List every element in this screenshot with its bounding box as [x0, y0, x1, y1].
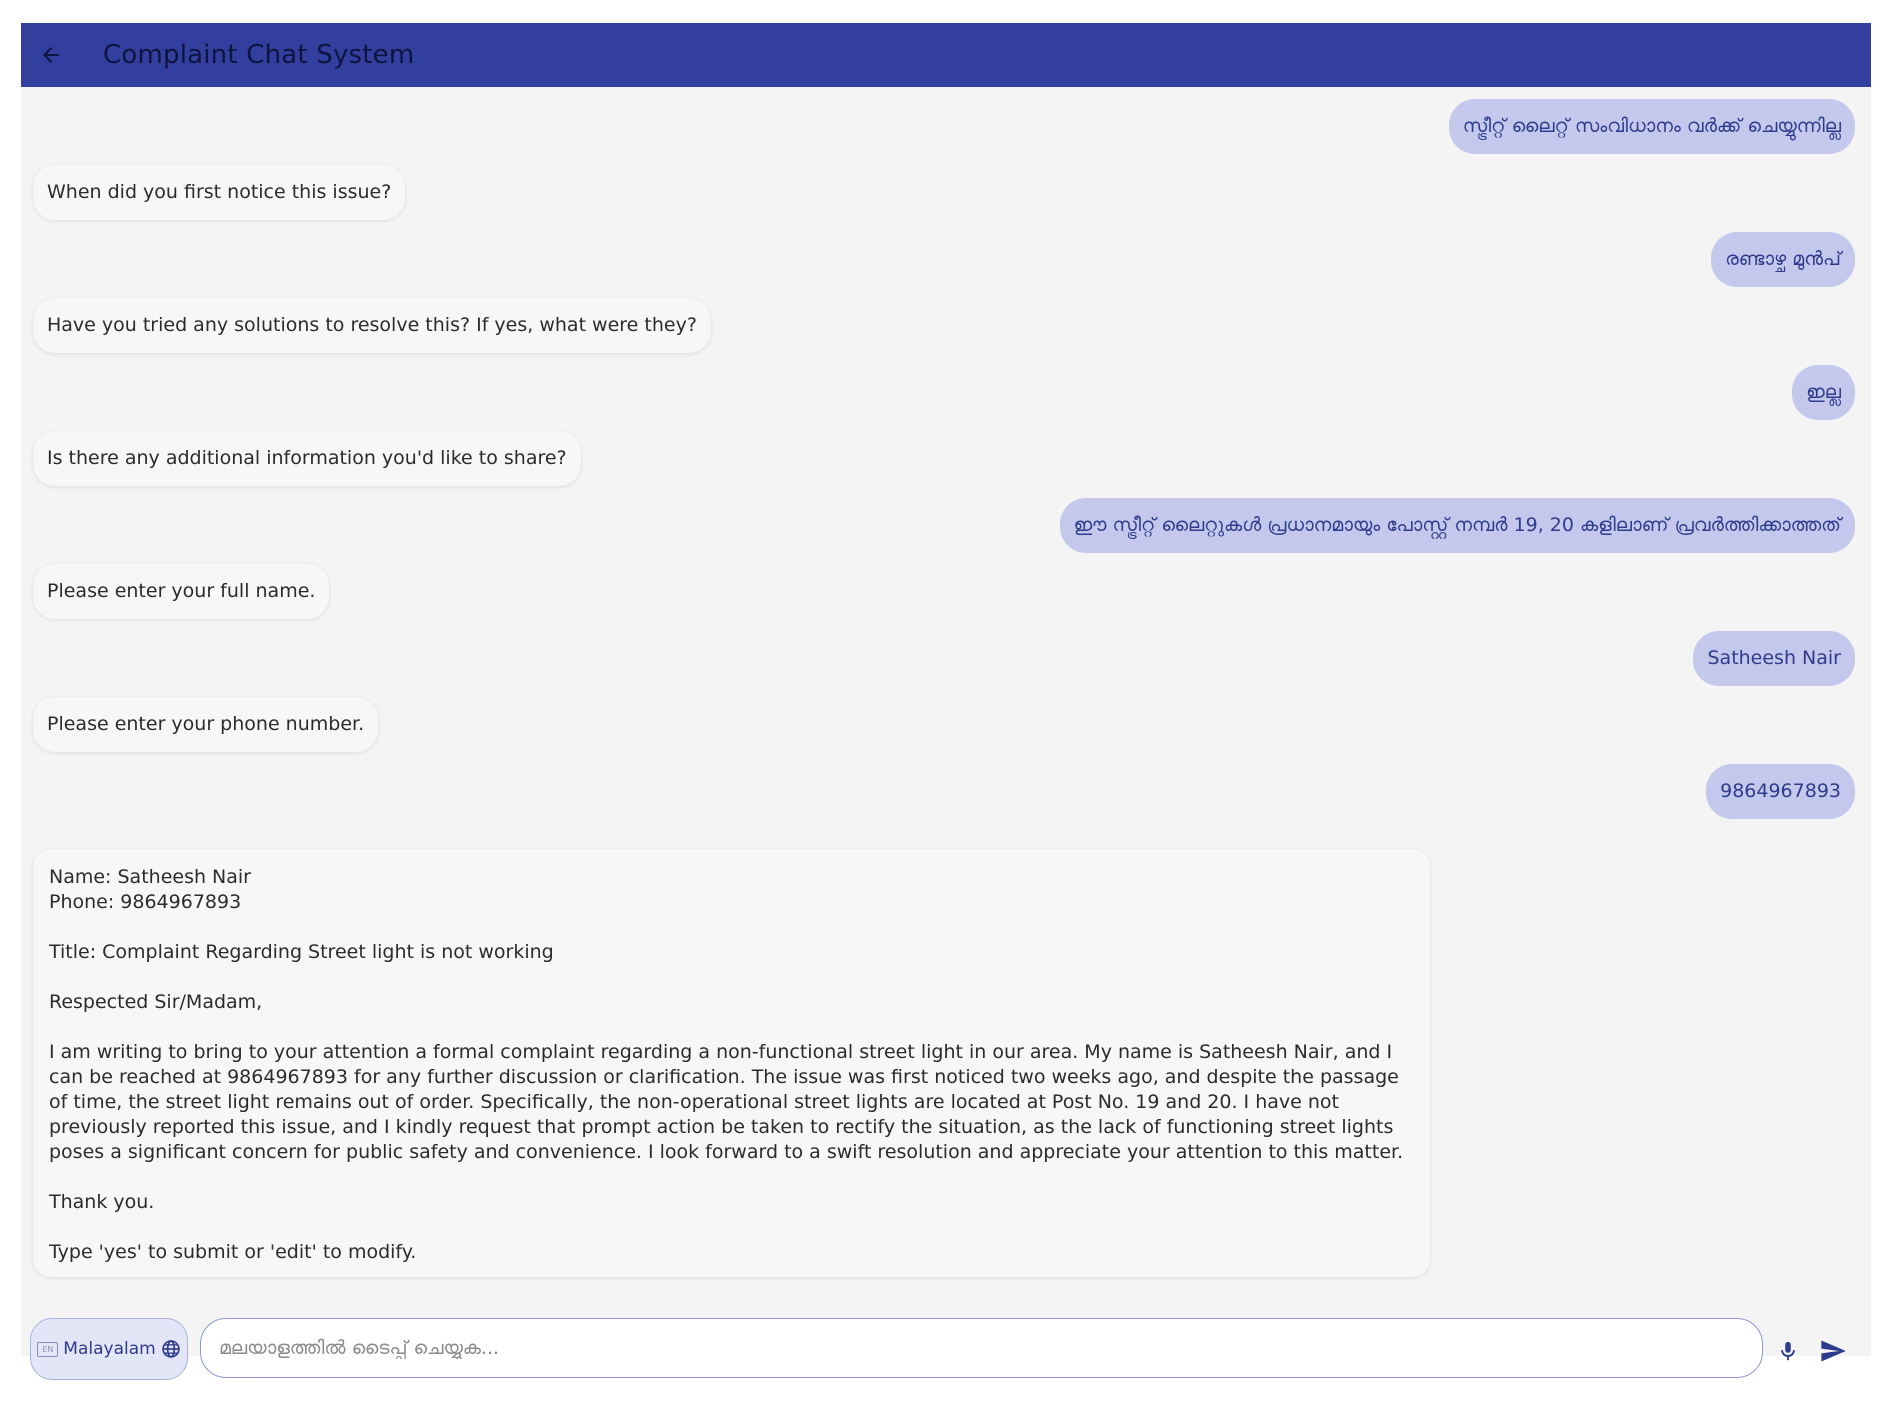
input-bar [21, 1301, 1871, 1371]
language-toggle-button[interactable] [30, 1318, 188, 1380]
arrow-left-icon [39, 43, 63, 67]
language-label: Malayalam [63, 1339, 156, 1359]
chat-app [21, 23, 1871, 1359]
send-button[interactable] [1816, 1334, 1850, 1368]
summary-name: Name: Satheesh Nair [49, 866, 251, 888]
microphone-icon [1777, 1338, 1799, 1364]
keyboard-icon: EN [37, 1342, 58, 1357]
bot-message: Please enter your phone number. [33, 697, 378, 752]
app-bar [21, 23, 1871, 87]
bot-message: Please enter your full name. [33, 564, 329, 619]
user-message: ഈ സ്ട്രീറ്റ് ലൈറ്റുകൾ പ്രധാനമായും പോസ്റ്റ് നമ്പർ 19, 20 കളിലാണ് പ്രവർത്തിക്കാത്തത് [1060, 498, 1855, 553]
user-message: സ്ട്രീറ്റ് ലൈറ്റ് സംവിധാനം വർക്ക് ചെയ്യുന്നില്ല [1449, 99, 1855, 154]
microphone-button[interactable] [1773, 1336, 1803, 1366]
summary-body: I am writing to bring to your attention a formal complaint regarding a non-functional street light in our area. My name is Satheesh Nair, and I can be reached at 9864967893 for any further discussion or clarification. The issue was first noticed two weeks ago, and despite the passage of time, the street light remains out of order. Specifically, the non-operational street lights are located at Post No. 19 and 20. I have not previously reported this issue, and I kindly request that prompt action be taken to rectify the situation, as the lack of functioning street lights poses a significant concern for public safety and convenience. I look forward to a swift resolution and appreciate your attention to this matter. [49, 1041, 1405, 1163]
summary-closing: Thank you. [49, 1191, 155, 1213]
bot-message: Have you tried any solutions to resolve this? If yes, what were they? [33, 298, 711, 353]
user-message: 9864967893 [1706, 764, 1855, 819]
page-title: Complaint Chat System [103, 40, 415, 70]
summary-phone: Phone: 9864967893 [49, 891, 242, 913]
summary-title: Title: Complaint Regarding Street light is not working [49, 941, 554, 963]
message-list [21, 87, 1871, 1301]
summary-salutation: Respected Sir/Madam, [49, 991, 263, 1013]
summary-instruction: Type 'yes' to submit or 'edit' to modify. [49, 1241, 417, 1263]
back-button[interactable] [21, 23, 81, 87]
bot-message: Is there any additional information you'd like to share? [33, 431, 581, 486]
user-message: Satheesh Nair [1693, 631, 1855, 686]
complaint-summary [33, 849, 1430, 1277]
user-message: ഇല്ല [1792, 365, 1855, 420]
bot-message: When did you first notice this issue? [33, 165, 405, 220]
message-input[interactable] [200, 1318, 1763, 1378]
globe-icon [161, 1339, 181, 1359]
send-icon [1819, 1337, 1847, 1365]
user-message: രണ്ടാഴ്ച മുൻപ് [1711, 232, 1855, 287]
